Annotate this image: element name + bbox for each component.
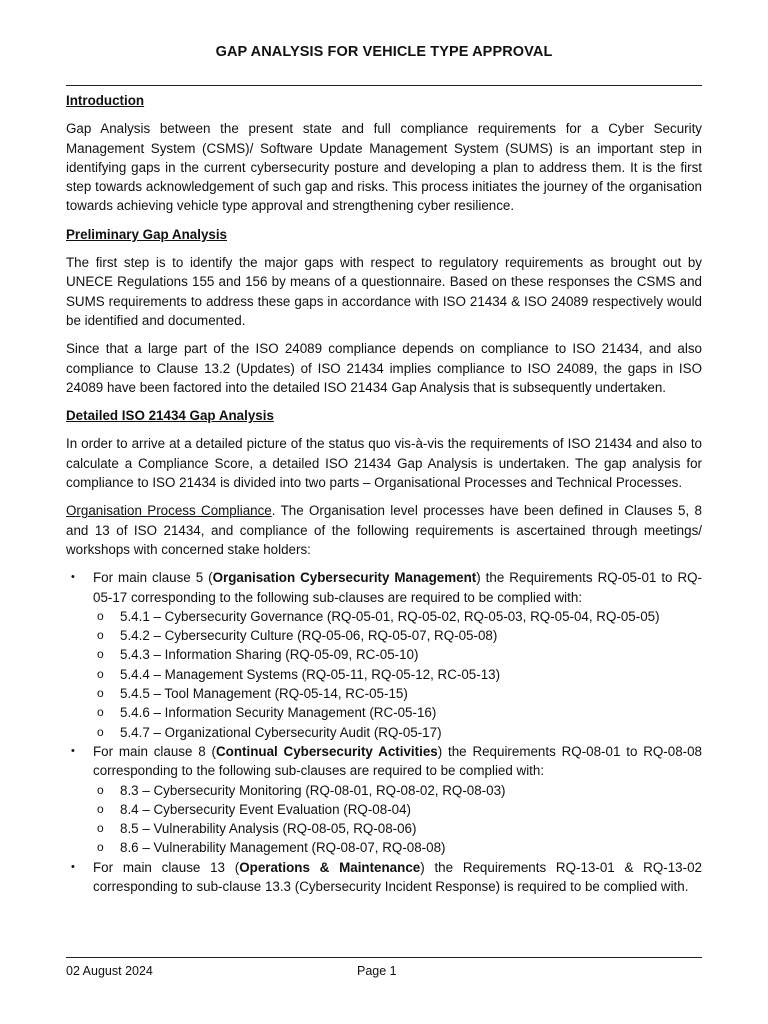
bullet-icon: • [71, 571, 75, 584]
document-body [66, 91, 702, 896]
footer-date: 02 August 2024 [66, 964, 153, 978]
sub-clause-list [93, 781, 702, 858]
org-compliance-text: . The Organisation level processes have been defined in Clauses 5, 8 and 13 of ISO 21434, and compliance of the following requirements is ascertained through meetings/ workshops with concerned stake holders: [66, 503, 702, 557]
page-number: Page 1 [357, 964, 397, 978]
detailed-heading: Detailed ISO 21434 Gap Analysis [66, 408, 274, 424]
sub-clause-item [93, 723, 702, 742]
circle-bullet-icon: o [97, 840, 104, 855]
clause-item [66, 742, 702, 858]
circle-bullet-icon: o [97, 724, 104, 739]
circle-bullet-icon: o [97, 647, 104, 662]
sub-clause-item [93, 684, 702, 703]
clause-list [66, 568, 702, 896]
sub-clause-text: 5.4.1 – Cybersecurity Governance (RQ-05-01, RQ-05-02, RQ-05-03, RQ-05-04, RQ-05-05) [120, 608, 660, 624]
bullet-icon: • [71, 744, 75, 757]
circle-bullet-icon: o [97, 628, 104, 643]
sub-clause-text: 5.4.7 – Organizational Cybersecurity Audit (RQ-05-17) [120, 724, 442, 740]
clause-text-pre: For main clause 13 ( [93, 859, 240, 875]
clause-title: Organisation Cybersecurity Management [212, 570, 477, 586]
preliminary-paragraph-1: The first step is to identify the major gaps with respect to regulatory requirements as brought out by UNECE Regulations 155 and 156 by means of a questionnaire. Based on these responses the CSMS and SUMS requirements to address these gaps in accordance with ISO 21434 & ISO 24089 respectively would be identified and documented. [66, 255, 702, 328]
clause-title: Continual Cybersecurity Activities [216, 743, 438, 759]
org-compliance-paragraph [66, 501, 702, 559]
sub-clause-text: 5.4.6 – Information Security Management (RC-05-16) [120, 705, 437, 721]
clause-title: Operations & Maintenance [239, 859, 421, 875]
sub-clause-item [93, 819, 702, 838]
bullet-icon: • [71, 860, 75, 873]
sub-clause-item [93, 838, 702, 857]
clause-item [66, 858, 702, 897]
introduction-heading: Introduction [66, 93, 145, 108]
detailed-paragraph-1: In order to arrive at a detailed picture of the status quo vis-à-vis the requirements of ISO 21434 and also to calculate a Compliance Score, a detailed ISO 21434 Gap Analysis is undertaken. The gap analysis for compliance to ISO 21434 is divided into two parts – Organisational Processes and Technical Processes. [66, 436, 702, 491]
sub-clause-item [93, 665, 702, 684]
circle-bullet-icon: o [97, 705, 104, 720]
circle-bullet-icon: o [97, 782, 104, 797]
sub-clause-text: 8.6 – Vulnerability Management (RQ-08-07, RQ-08-08) [120, 840, 446, 856]
footer-divider [66, 957, 702, 958]
circle-bullet-icon: o [97, 608, 104, 623]
sub-clause-text: 5.4.2 – Cybersecurity Culture (RQ-05-06, RQ-05-07, RQ-05-08) [120, 628, 498, 644]
sub-clause-text: 5.4.5 – Tool Management (RQ-05-14, RC-05-15) [120, 686, 408, 702]
sub-clause-text: 5.4.4 – Management Systems (RQ-05-11, RQ-05-12, RC-05-13) [120, 666, 501, 682]
clause-item [66, 568, 702, 742]
sub-clause-item [93, 645, 702, 664]
circle-bullet-icon: o [97, 666, 104, 681]
circle-bullet-icon: o [97, 821, 104, 836]
sub-clause-text: 8.4 – Cybersecurity Event Evaluation (RQ-08-04) [120, 801, 412, 817]
preliminary-heading: Preliminary Gap Analysis [66, 226, 228, 242]
document-title: GAP ANALYSIS FOR VEHICLE TYPE APPROVAL [215, 44, 553, 60]
sub-clause-item [93, 800, 702, 819]
preliminary-paragraph-2: Since that a large part of the ISO 24089 compliance depends on compliance to ISO 21434, and also compliance to Clause 13.2 (Updates) of ISO 21434 implies compliance to ISO 24089, the gaps in ISO 24089 have been factored into the detailed ISO 21434 Gap Analysis that is subsequently undertaken. [66, 341, 702, 395]
clause-text-post: ) the Requirements RQ-13-01 & RQ-13-02 corresponding to sub-clause 13.3 (Cybersecurity Incident Response) is required to be complied with. [93, 859, 702, 894]
header-divider [66, 85, 702, 86]
sub-clause-item [93, 703, 702, 722]
sub-clause-text: 8.3 – Cybersecurity Monitoring (RQ-08-01, RQ-08-02, RQ-08-03) [120, 782, 506, 798]
sub-clause-list [93, 607, 702, 742]
clause-text-pre: For main clause 8 ( [93, 743, 216, 759]
circle-bullet-icon: o [97, 686, 104, 701]
sub-clause-text: 5.4.3 – Information Sharing (RQ-05-09, RC-05-10) [120, 647, 419, 663]
clause-text-post: ) the Requirements RQ-05-01 to RQ-05-17 corresponding to the following sub-clauses are required to be complied with: [93, 570, 702, 605]
sub-clause-text: 8.5 – Vulnerability Analysis (RQ-08-05, RQ-08-06) [120, 821, 417, 837]
circle-bullet-icon: o [97, 801, 104, 816]
clause-text-pre: For main clause 5 ( [93, 570, 213, 586]
sub-clause-item [93, 607, 702, 626]
sub-clause-item [93, 626, 702, 645]
introduction-paragraph: Gap Analysis between the present state and full compliance requirements for a Cyber Security Management System (CSMS)/ Software Update Management System (SUMS) is an important step in identifying gaps in the current cybersecurity posture and developing a plan to address them. It is the first step towards acknowledgement of such gap and risks. This process initiates the journey of the organisation towards achieving vehicle type approval and strengthening cyber resilience. [66, 121, 702, 214]
org-compliance-label: Organisation Process Compliance [66, 503, 272, 519]
clause-text-post: ) the Requirements RQ-08-01 to RQ-08-08 corresponding to the following sub-clauses are required to be complied with: [93, 743, 702, 779]
sub-clause-item [93, 781, 702, 800]
